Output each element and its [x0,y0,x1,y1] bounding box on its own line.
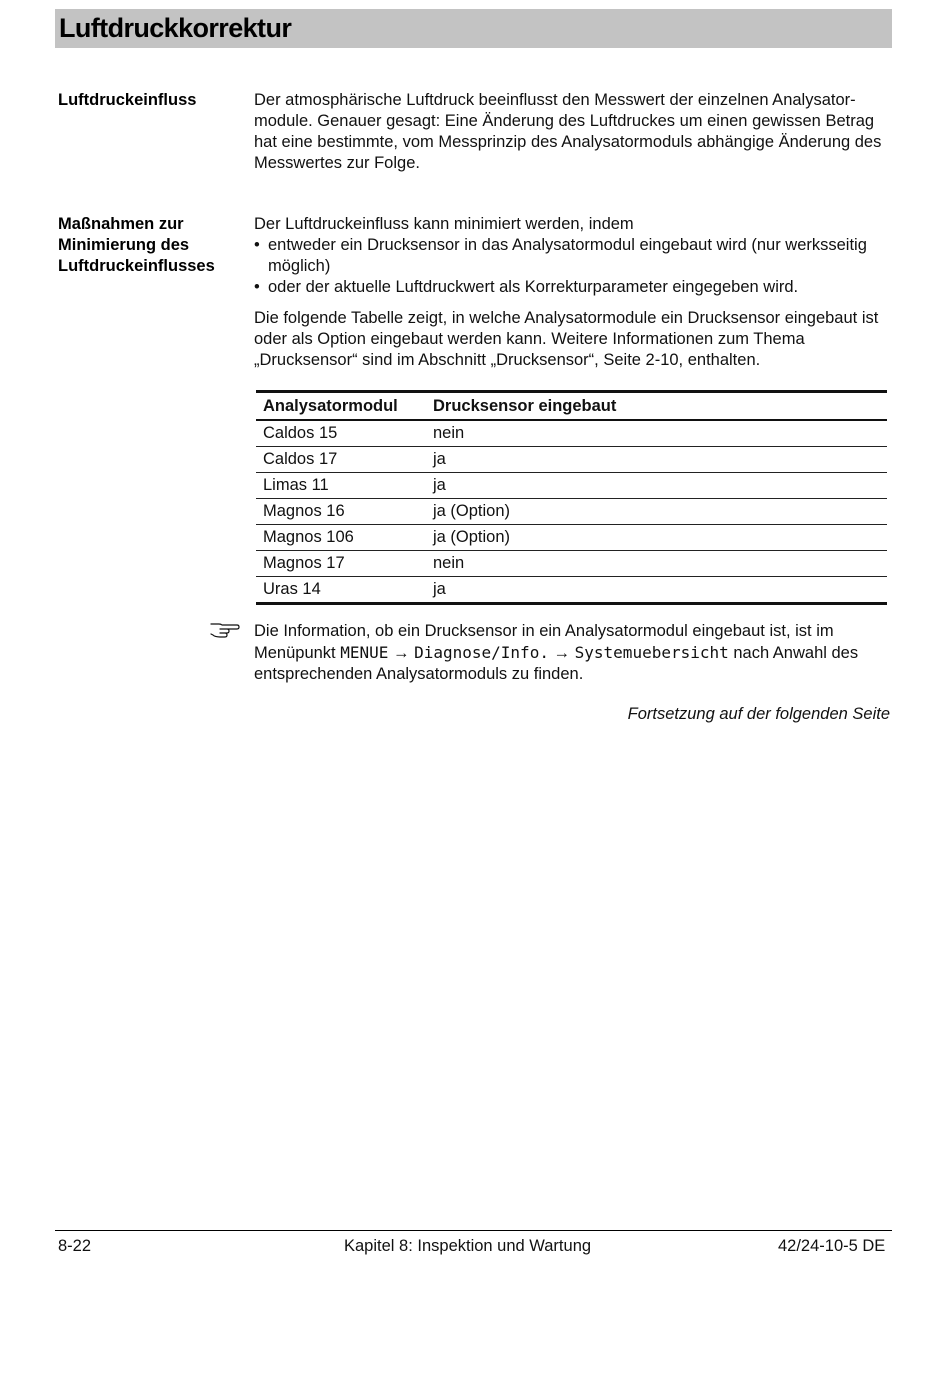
list-item [254,277,902,298]
table-row [256,499,887,525]
sensor-cell: ja (Option) [426,499,888,525]
bullet-icon: • [254,278,260,296]
module-cell: Limas 11 [256,473,426,499]
module-cell: Caldos 17 [256,447,426,473]
module-cell: Uras 14 [256,577,426,604]
table-row [256,420,887,447]
arrow-icon: → [553,644,571,662]
chapter-title: Kapitel 8: Inspektion und Wartung [344,1237,592,1255]
sensor-cell: ja [426,577,888,604]
list-item [254,235,902,277]
table-row [256,525,887,551]
note-text [254,621,890,685]
sensor-cell: nein [426,420,888,447]
page-title: Luftdruckkorrektur [59,13,292,43]
paragraph: Der atmosphärische Luftdruck beeinflusst den Messwert der einzelnen Analysator-module. Genauer gesagt: Eine Änderung des Luftdruckes um einen gewissen Betrag hat eine bestimmte, vom Messprinzip des Analysatormoduls abhängige Änderung des Messwertes zur Folge. [254,91,882,172]
menu-path-menue: MENUE [340,643,389,662]
column-header-sensor: Drucksensor eingebaut [426,392,888,421]
sensor-cell: ja [426,447,888,473]
label-line: Luftdruckeinflusses [58,257,215,275]
intro-text: Der Luftdruckeinfluss kann minimiert werden, indem [254,215,634,233]
continuation-note: Fortsetzung auf der folgenden Seite [627,705,890,723]
list-item-text: oder der aktuelle Luftdruckwert als Korrekturparameter eingegeben wird. [268,278,799,296]
menu-path-diagnose: Diagnose/Info. [414,643,549,662]
column-header-module: Analysatormodul [256,392,426,421]
section-label-massnahmen [58,214,248,277]
list-item-text: entweder ein Drucksensor in das Analysatormodul eingebaut wird (nur werksseitig möglich) [268,236,867,275]
sensor-cell: ja (Option) [426,525,888,551]
table-row [256,473,887,499]
drucksensor-table [256,390,887,605]
section-text-luftdruckeinfluss [254,90,890,174]
table-row [256,577,887,604]
module-cell: Magnos 17 [256,551,426,577]
table-row [256,447,887,473]
arrow-icon: → [393,644,410,662]
table-header-row [256,392,887,421]
menu-path-systemuebersicht: Systemuebersicht [574,643,729,662]
module-cell: Magnos 16 [256,499,426,525]
sensor-cell: ja [426,473,888,499]
section-label-luftdruckeinfluss: Luftdruckeinfluss [58,91,197,109]
module-cell: Magnos 106 [256,525,426,551]
title-bar [55,9,892,48]
label-line: Maßnahmen zur [58,215,184,233]
bullet-icon: • [254,236,260,254]
bullet-list [254,235,902,298]
note-text-part: Die Information, ob ein Drucksensor in ein Analysatormodul eingebaut ist, ist im Menüpunkt [254,622,834,662]
pointing-hand-icon [210,620,240,640]
section-text-massnahmen [254,214,902,371]
document-id: 42/24-10-5 DE [778,1237,886,1255]
table-row [256,551,887,577]
sensor-cell: nein [426,551,888,577]
table-intro: Die folgende Tabelle zeigt, in welche Analysatormodule ein Drucksensor eingebaut ist oder als Option eingebaut werden kann. Weitere Informationen zum Thema „Drucksensor“ sind im Abschnitt „Drucksensor“, Seite 2-10, enthalten. [254,309,879,369]
label-line: Minimierung des [58,236,190,254]
footer-divider [55,1230,892,1231]
page-number: 8-22 [58,1237,92,1255]
module-cell: Caldos 15 [256,420,426,447]
note-text-part: nach Anwahl des entsprechenden Analysatormoduls zu finden. [254,644,859,683]
